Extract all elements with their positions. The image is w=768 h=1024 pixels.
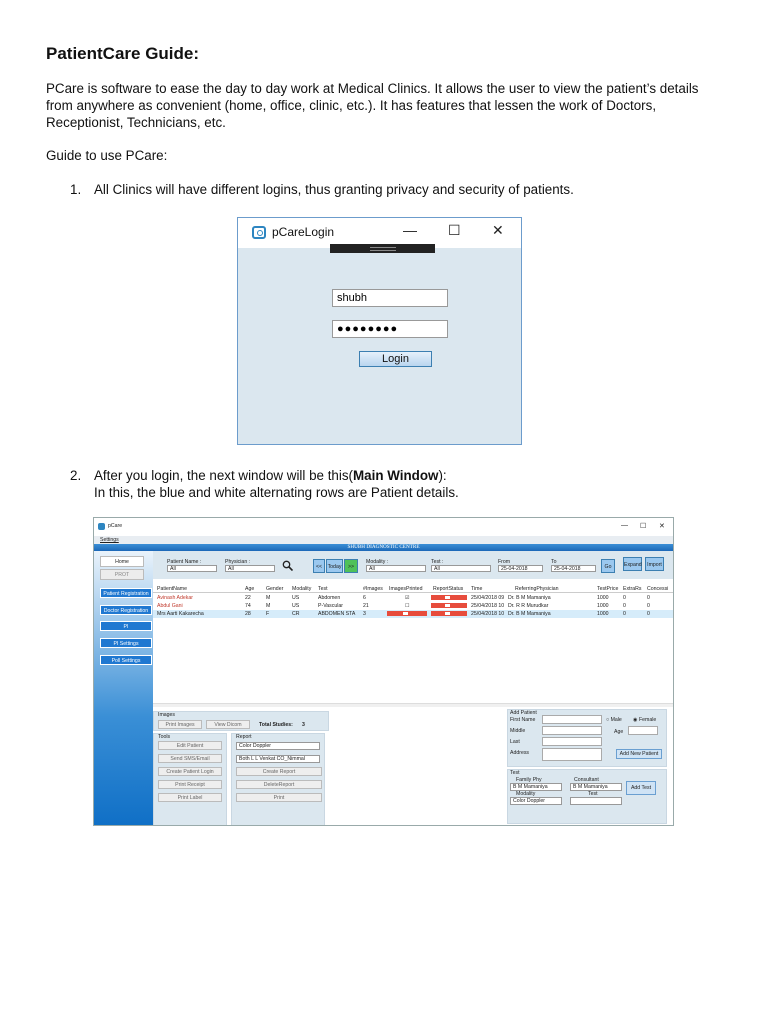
view-dicom-button[interactable]: View Dicom xyxy=(206,720,250,729)
middle-name-input[interactable] xyxy=(542,726,602,735)
modality-select[interactable]: All xyxy=(366,565,426,572)
sidebar-item-patient-registration[interactable]: Patient Registration xyxy=(100,588,152,598)
from-label: From xyxy=(498,559,511,565)
go-button[interactable]: Go xyxy=(601,559,615,573)
main-title-bar xyxy=(94,518,673,536)
printed-status-bar xyxy=(387,611,427,616)
patient-name-select[interactable]: All xyxy=(167,565,217,572)
cell-images: 21 xyxy=(363,603,369,609)
report-template-select[interactable]: Color Doppler xyxy=(236,742,320,750)
male-label: Male xyxy=(610,717,622,723)
cell-modality: US xyxy=(292,603,300,609)
menu-settings[interactable]: Settings xyxy=(100,537,119,543)
today-button[interactable]: Today xyxy=(326,559,343,573)
cell-extra: 0 xyxy=(623,595,626,601)
app-icon xyxy=(98,523,105,530)
cell-physician: Dr. B M Mamaniya xyxy=(508,595,551,601)
delete-report-button[interactable]: DeleteReport xyxy=(236,780,322,789)
tab-prot[interactable]: PROT xyxy=(100,569,144,580)
cell-modality: CR xyxy=(292,611,300,617)
filter-bar xyxy=(153,551,674,579)
cell-age: 28 xyxy=(245,611,251,617)
guide-heading: Guide to use PCare: xyxy=(46,148,168,163)
cell-images: 6 xyxy=(363,595,366,601)
consultant-select[interactable]: B M Mamaniya xyxy=(570,783,622,791)
col-test[interactable]: Test xyxy=(318,586,328,592)
cell-time: 25/04/2018 10 xyxy=(471,611,505,617)
test-name-select[interactable] xyxy=(570,797,622,805)
first-name-input[interactable] xyxy=(542,715,602,724)
main-window-title: pCare xyxy=(108,523,123,529)
col-report-status[interactable]: ReportStatus xyxy=(433,586,464,592)
table-row[interactable] xyxy=(153,610,674,618)
horizontal-scrollbar[interactable] xyxy=(153,703,674,707)
add-patient-panel xyxy=(507,709,667,767)
cell-name: Abdul Gani xyxy=(157,603,183,609)
test-modality-select[interactable]: Color Doppler xyxy=(510,797,562,805)
to-label: To xyxy=(551,559,557,565)
col-images[interactable]: #Images xyxy=(363,586,383,592)
cell-gender: F xyxy=(266,611,270,617)
minimize-icon[interactable]: — xyxy=(621,522,628,529)
send-sms-email-button[interactable]: Send SMS/Email xyxy=(158,754,222,763)
sidebar-item-pi-settings[interactable]: PI Settings xyxy=(100,638,152,648)
col-gender[interactable]: Gender xyxy=(266,586,284,592)
address-label: Address xyxy=(510,750,530,756)
step-number: 1. xyxy=(70,182,82,197)
maximize-icon[interactable]: ☐ xyxy=(640,523,647,530)
cell-test: P-Vascular xyxy=(318,603,343,609)
table-row[interactable] xyxy=(153,602,674,610)
last-name-label: Last xyxy=(510,739,520,745)
search-icon[interactable] xyxy=(282,560,293,571)
cell-images: 3 xyxy=(363,611,366,617)
clinic-header: SHUBH DIAGNOSTIC CENTRE xyxy=(94,544,673,551)
col-referring-physician[interactable]: ReferringPhysician xyxy=(515,586,559,592)
prev-day-button[interactable]: << xyxy=(313,559,325,573)
col-modality[interactable]: Modality xyxy=(292,586,312,592)
middle-name-label: Middle xyxy=(510,728,526,734)
physician-label: Physician : xyxy=(225,559,251,565)
print-report-button[interactable]: Print xyxy=(236,793,322,802)
report-panel xyxy=(231,733,325,826)
cell-age: 22 xyxy=(245,595,251,601)
test-select[interactable]: All xyxy=(431,565,491,572)
add-test-button[interactable]: Add Test xyxy=(626,781,656,795)
create-report-button[interactable]: Create Report xyxy=(236,767,322,776)
col-time[interactable]: Time xyxy=(471,586,483,592)
cell-physician: Dr. B M Mamaniya xyxy=(508,611,551,617)
sidebar xyxy=(94,551,153,826)
report-label: Report xyxy=(236,734,252,740)
menu-bar xyxy=(94,536,673,544)
col-images-printed[interactable]: ImagesPrinted xyxy=(389,586,423,592)
cell-time: 25/04/2018 10 xyxy=(471,603,505,609)
test-panel-label: Test xyxy=(510,770,520,776)
report-status-bar xyxy=(431,595,467,600)
report-doctor-select[interactable]: Both L L Venkat CO_Nimmal xyxy=(236,755,320,763)
images-label: Images xyxy=(158,712,176,718)
step-text-bold: Main Window xyxy=(353,468,439,483)
patient-table xyxy=(153,585,674,709)
male-radio[interactable]: ○ Male xyxy=(606,717,622,723)
close-icon[interactable]: ✕ xyxy=(492,222,504,238)
female-radio[interactable]: ◉ Female xyxy=(633,717,657,723)
cell-age: 74 xyxy=(245,603,251,609)
cell-modality: US xyxy=(292,595,300,601)
from-date-input[interactable]: 25-04-2018 xyxy=(498,565,543,572)
col-extra-rs[interactable]: ExtraRs xyxy=(623,586,642,592)
table-header xyxy=(153,585,674,593)
login-button[interactable]: Login xyxy=(359,351,432,367)
test-name-label: Test xyxy=(588,791,598,797)
import-button[interactable]: Import xyxy=(645,557,664,571)
cell-extra: 0 xyxy=(623,603,626,609)
drag-handle[interactable] xyxy=(330,244,435,253)
physician-select[interactable]: All xyxy=(225,565,275,572)
total-studies-label: Total Studies: xyxy=(259,722,293,728)
age-label: Age xyxy=(614,729,624,735)
print-label-button[interactable]: Print Label xyxy=(158,793,222,802)
print-images-button[interactable]: Print Images xyxy=(158,720,202,729)
address-input[interactable] xyxy=(542,748,602,761)
table-row[interactable] xyxy=(153,594,674,602)
page-title: PatientCare Guide: xyxy=(46,44,200,63)
login-window xyxy=(237,217,522,445)
edit-patient-button[interactable]: Edit Patient xyxy=(158,741,222,750)
next-day-button[interactable]: >> xyxy=(344,559,358,573)
maximize-icon[interactable]: ☐ xyxy=(448,222,461,238)
report-status-bar xyxy=(431,603,467,608)
cell-price: 1000 xyxy=(597,603,609,609)
printed-checkbox[interactable]: ☐ xyxy=(405,603,410,609)
images-panel xyxy=(153,711,329,731)
step-text-post: ): xyxy=(438,468,447,483)
cell-time: 25/04/2018 09 xyxy=(471,595,505,601)
col-age[interactable]: Age xyxy=(245,586,255,592)
bottom-panels xyxy=(153,709,674,826)
printed-checkbox[interactable]: ☑ xyxy=(405,595,410,601)
password-input[interactable] xyxy=(332,320,448,338)
last-name-input[interactable] xyxy=(542,737,602,746)
step-2 xyxy=(70,467,720,501)
step-text-pre: After you login, the next window will be this( xyxy=(94,468,354,483)
step-text: All Clinics will have different logins, thus granting privacy and security of patients. xyxy=(94,182,574,197)
cell-test: ABDOMEN STA xyxy=(318,611,356,617)
add-new-patient-button[interactable]: Add New Patient xyxy=(616,749,662,759)
col-patient-name[interactable]: PatientName xyxy=(157,586,187,592)
intro-paragraph: PCare is software to ease the day to day work at Medical Clinics. It allows the user to view the patient’s details from anywhere as convenient (home, office, clinic, etc.). It has features that lessen the work of Doctors, Receptionist, Technicians, etc. xyxy=(46,81,699,130)
login-window-title: pCareLogin xyxy=(272,225,335,239)
first-name-label: First Name xyxy=(510,717,536,723)
step-number: 2. xyxy=(70,468,82,483)
tools-panel xyxy=(153,733,227,826)
step-1 xyxy=(70,181,720,198)
modality-label: Modality : xyxy=(366,559,389,565)
sidebar-item-poll-settings[interactable]: Poll Settings xyxy=(100,655,152,665)
expand-button[interactable]: Expand xyxy=(623,557,642,571)
col-concession[interactable]: Concessi xyxy=(647,586,669,592)
username-input[interactable] xyxy=(332,289,448,307)
cell-name: Mrs Aarti Kakarecha xyxy=(157,611,204,617)
minimize-icon[interactable]: — xyxy=(403,222,417,238)
female-label: Female xyxy=(638,717,657,723)
cell-name: Avinash Adekar xyxy=(157,595,193,601)
family-phy-label: Family Phy xyxy=(516,777,542,783)
sidebar-item-pi[interactable]: PI xyxy=(100,621,152,631)
report-status-bar xyxy=(431,611,467,616)
cell-concession: 0 xyxy=(647,603,650,609)
main-window xyxy=(93,517,674,826)
cell-concession: 0 xyxy=(647,611,650,617)
cell-physician: Dr. R R Murudkar xyxy=(508,603,549,609)
tools-label: Tools xyxy=(158,734,171,740)
test-panel xyxy=(507,769,667,824)
cell-price: 1000 xyxy=(597,595,609,601)
cell-gender: M xyxy=(266,595,271,601)
col-test-price[interactable]: TestPrice xyxy=(597,586,619,592)
sidebar-item-doctor-registration[interactable]: Doctor Registration xyxy=(100,605,152,615)
test-modality-label: Modality xyxy=(516,791,536,797)
close-icon[interactable]: ✕ xyxy=(659,523,665,530)
consultant-label: Consultant xyxy=(574,777,599,783)
add-patient-label: Add Patient xyxy=(510,710,537,716)
to-date-input[interactable]: 25-04-2018 xyxy=(551,565,596,572)
cell-concession: 0 xyxy=(647,595,650,601)
cell-extra: 0 xyxy=(623,611,626,617)
family-phy-select[interactable]: B M Mamaniya xyxy=(510,783,562,791)
camera-icon xyxy=(252,226,266,239)
tab-home[interactable]: Home xyxy=(100,556,144,567)
age-input[interactable] xyxy=(628,726,658,735)
print-receipt-button[interactable]: Print Receipt xyxy=(158,780,222,789)
cell-price: 1000 xyxy=(597,611,609,617)
step-text xyxy=(94,467,447,484)
patient-name-label: Patient Name : xyxy=(167,559,202,565)
cell-test: Abdomen xyxy=(318,595,341,601)
create-patient-login-button[interactable]: Create Patient Login xyxy=(158,767,222,776)
test-label: Test : xyxy=(431,559,444,565)
total-studies-value: 3 xyxy=(302,722,305,728)
step-text-line2: In this, the blue and white alternating rows are Patient details. xyxy=(94,485,459,500)
cell-gender: M xyxy=(266,603,271,609)
